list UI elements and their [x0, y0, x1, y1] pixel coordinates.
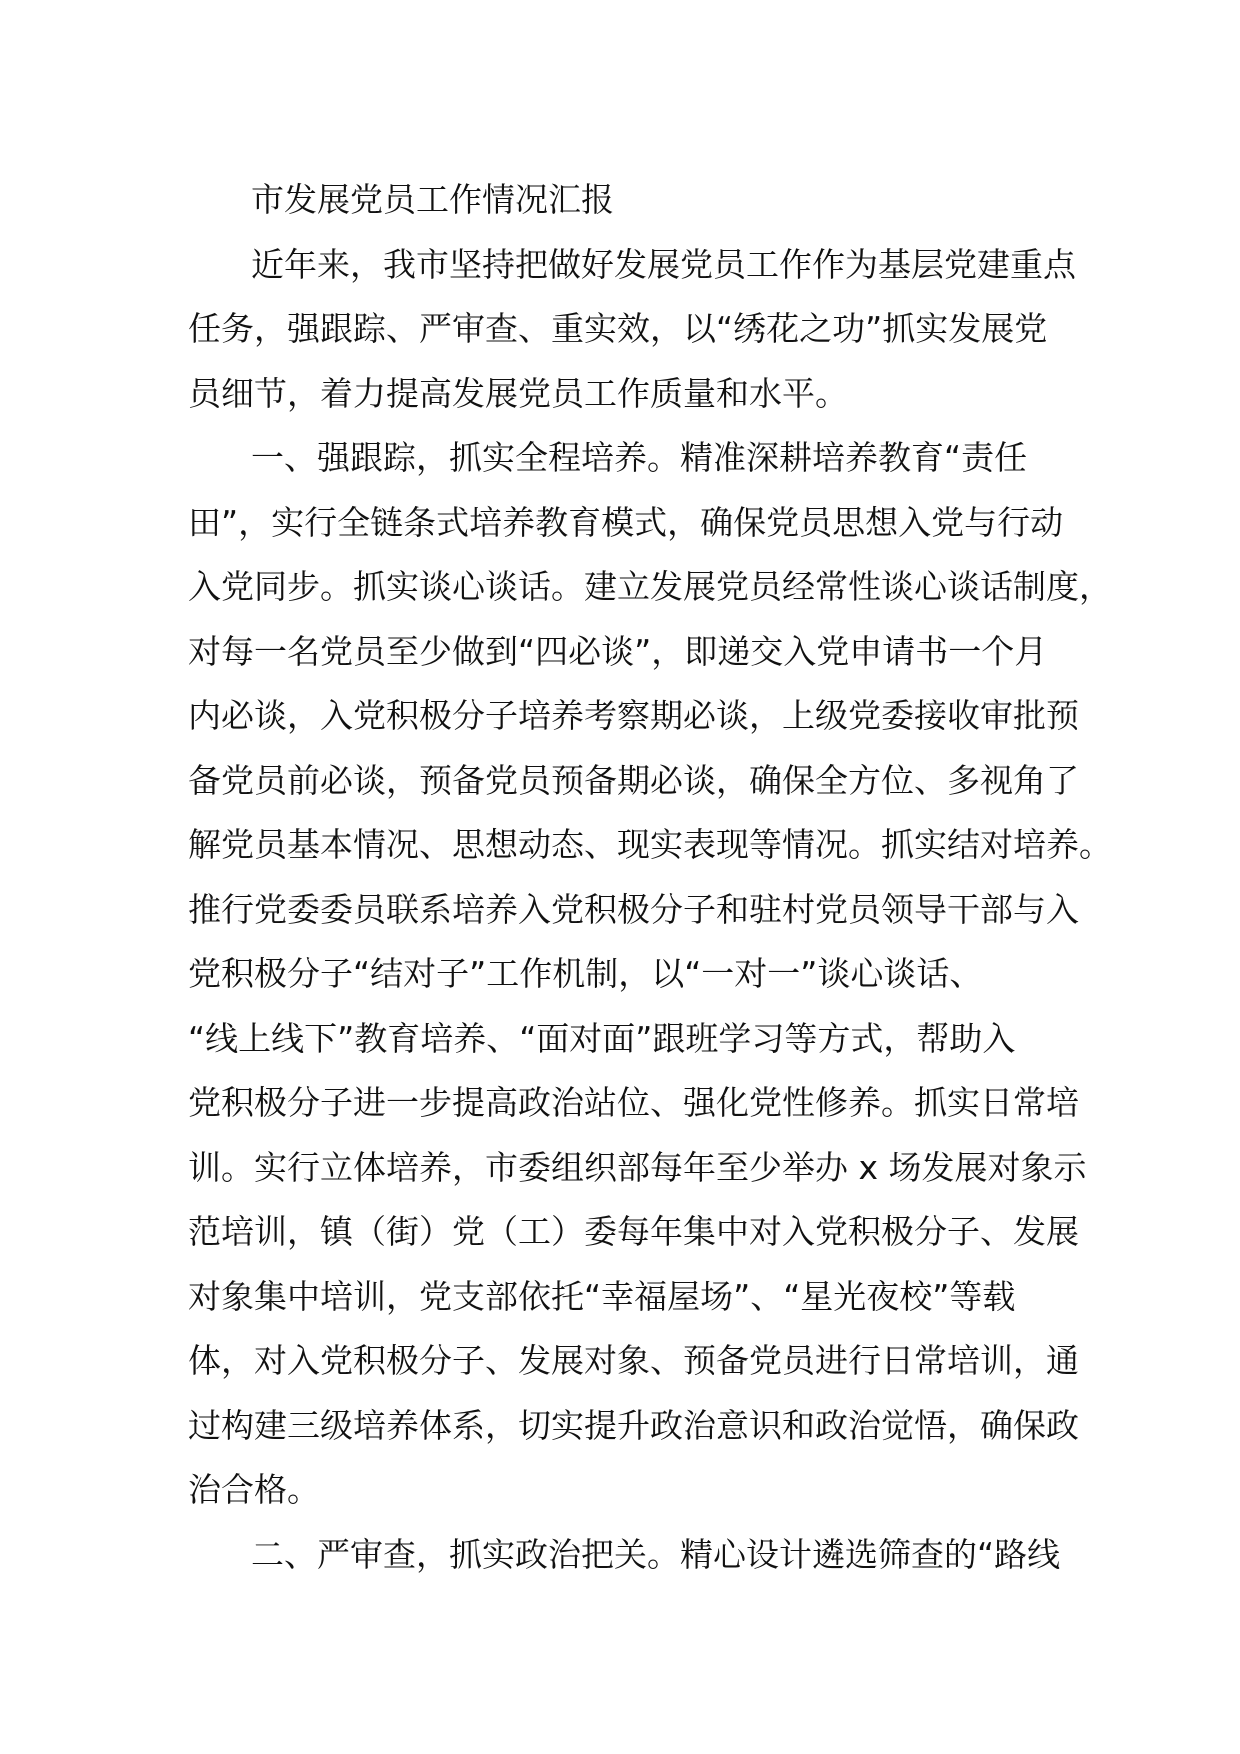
text-line: 推行党委委员联系培养入党积极分子和驻村党员领导干部与入 [188, 889, 1079, 929]
text-line: 党积极分子“结对子”工作机制，以“一对一”谈心谈话、 [188, 954, 983, 993]
text-line: 田”，实行全链条式培养教育模式，确保党员思想入党与行动 [188, 502, 1064, 542]
text-line: 员细节，着力提高发展党员工作质量和水平。 [188, 373, 848, 413]
text-line: 范培训，镇（街）党（工）委每年集中对入党积极分子、发展 [188, 1212, 1079, 1251]
text-line: 对象集中培训，党支部依托“幸福屋场”、“星光夜校”等载 [188, 1276, 1016, 1316]
section-heading-line: 二、严审查，抓实政治把关。精心设计遴选筛查的“路线 [251, 1534, 1061, 1574]
text-line: 入党同步。抓实谈心谈话。建立发展党员经常性谈心谈话制度， [188, 567, 1112, 606]
document-body [188, 168, 1112, 1587]
text-line: 任务，强跟踪、严审查、重实效，以“绣花之功”抓实发展党 [188, 309, 1048, 348]
section-heading-line: 一、强跟踪，抓实全程培养。精准深耕培养教育“责任 [251, 438, 1028, 477]
text-line: 体，对入党积极分子、发展对象、预备党员进行日常培训，通 [188, 1341, 1079, 1380]
text-line: 党积极分子进一步提高政治站位、强化党性修养。抓实日常培 [188, 1083, 1079, 1122]
text-line: 对每一名党员至少做到“四必谈”，即递交入党申请书一个月 [188, 631, 1048, 671]
text-line: 治合格。 [188, 1470, 320, 1509]
document-title: 市发展党员工作情况汇报 [251, 180, 614, 219]
text-line: 训。实行立体培养，市委组织部每年至少举办 x 场发展对象示 [188, 1147, 1087, 1187]
text-line: 内必谈，入党积极分子培养考察期必谈，上级党委接收审批预 [188, 696, 1079, 735]
text-line: “线上线下”教育培养、“面对面”跟班学习等方式，帮助入 [188, 1018, 1016, 1058]
text-line: 解党员基本情况、思想动态、现实表现等情况。抓实结对培养。 [188, 825, 1112, 864]
text-line: 近年来，我市坚持把做好发展党员工作作为基层党建重点 [251, 244, 1076, 284]
text-line: 过构建三级培养体系，切实提升政治意识和政治觉悟，确保政 [188, 1405, 1079, 1445]
text-line: 备党员前必谈，预备党员预备期必谈，确保全方位、多视角了 [188, 760, 1079, 800]
